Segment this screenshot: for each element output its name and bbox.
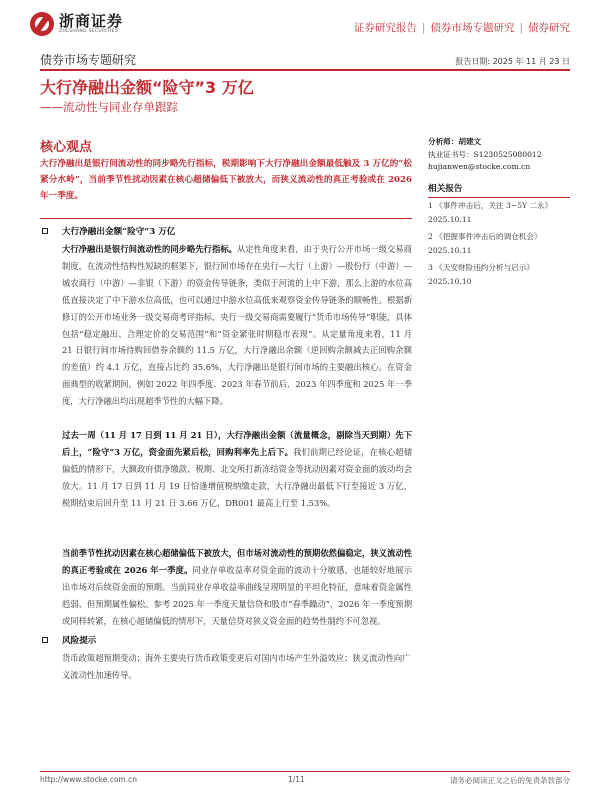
section-title	[62, 225, 175, 237]
footer-divider	[40, 771, 570, 772]
related-report-item[interactable]: 2 《把握事件冲击后的调仓机会》 2025.10.11	[428, 232, 542, 255]
paragraph-body: 同业存单收益率对资金面的波动十分敏感，也能较好地展示出市场对后续资金面的预期。当前同业存单收益率曲线呈现明显的平坦化特征，意味着资金属性趋弱、但预期属性偏松。参考 2025 年一季度天量信贷和股市“春季躁动”，2026 年一季度预期或同样转紧，在核心超储偏低的情形下，天量信贷对狭义资金面的趋势性制约不可忽视。	[62, 564, 412, 626]
paragraph-body: 从定性角度来看，由于央行公开市场一级交易商制度，在流动性结构性短缺的框架下，银行间市场存在央行—大行（上游）—股份行（中游）—城农商行（中游）—非银（下游）的资金传导链条，类似于河流的上中下游，那么上游的水位高低直接决定了中下游水位高低，也可以通过中游水位高低来观察资金传导链条的顺畅性。根据新修订的公开市场业务一级交易商考评指标，央行一级交易商需要履行“货币市场传导”职能，具体包括“稳定融出、合理定价的交易范围”和“资金紧张时期稳市表现”。从定量角度来看，11 月 21 日银行间市场待购回借券余额约 11.5 万亿，大行净融出余额（逆回购余额减去正回购余额的差值）约 4.1 万亿，直接占比约 35.6%，大行净融出是银行间市场的主要融出核心。在资金面典型的收紧期间，例如 2022 年四季度、2023 年春节前后、2023 年四季度和 2025 年一季度，大行净融出均出现超季节性的大幅下降。	[62, 244, 412, 407]
top-header	[30, 12, 570, 42]
square-bullet-icon	[42, 637, 48, 643]
paragraph-lead: 大行净融出是银行间流动性的同步略先行指标。	[62, 244, 238, 254]
related-reports-list	[428, 199, 570, 292]
nav-research-report: 证券研究报告	[353, 22, 417, 34]
analyst-cert: 执业证书号：S1230525080012	[428, 149, 542, 159]
analyst-email[interactable]: hujianwen@stocke.com.cn	[428, 162, 531, 171]
disclaimer-note: 请务必阅读正文之后的免责条款部分	[450, 776, 570, 785]
report-type: 债券市场专题研究	[40, 53, 137, 67]
page-subtitle: ——流动性与同业存单跟踪	[40, 100, 178, 114]
risk-title-text: 风险提示	[62, 636, 97, 646]
related-reports-heading: 相关报告	[428, 182, 570, 198]
paragraph	[62, 241, 412, 410]
paragraph-lead: 过去一周（11 月 17 日到 11 月 21 日），大行净融出金额（流量概念，剔除当天到期）先下后上，“险守”3 万亿，资金面先紧后松，回购利率先上后下。	[62, 430, 412, 457]
square-bullet-icon	[42, 228, 48, 234]
analyst-info	[428, 136, 578, 174]
paragraph-body: 我们前期已经论证，在核心超储偏低的情形下，大额政府债净缴款、税期、北交所打新冻结资金等扰动因素对资金面的波动均会放大。11 月 17 日到 11 月 19 日恰逢增值税纳缴走款，大行净融出最低下行至接近 3 万亿，税期结束后回升至 11 月 21 日 3.66 万亿，DR001 最高上行至 1.53%。	[62, 446, 412, 508]
summary-divider	[40, 218, 412, 219]
risk-text: 货币政策超预期变动；海外主要央行货币政策变更后对国内市场产生外溢效应；狭义流动性向广义流动性加速传导。	[62, 653, 411, 680]
core-view-heading: 核心观点	[40, 140, 93, 155]
header-divider	[40, 69, 570, 71]
nav-bond-topic: 债券市场专题研究	[430, 22, 515, 34]
paragraph	[62, 545, 412, 630]
paragraph	[62, 427, 412, 512]
risk-title	[62, 634, 96, 646]
footer-url[interactable]: http://www.stocke.com.cn	[40, 775, 137, 784]
paragraph-lead: 当前季节性扰动因素在核心超储偏低下被放大，但市场对流动性的预期依然偏稳定，狭义流动性的真正考验或在 2026 年一季度。	[62, 548, 412, 575]
company-logo	[30, 12, 123, 36]
related-report-item[interactable]: 3 《天安财险违约分析与启示》 2025.10.10	[428, 263, 534, 286]
page-title: 大行净融出金额“险守”3 万亿	[40, 78, 254, 97]
logo-icon	[30, 12, 54, 36]
analyst-name: 胡建文	[458, 137, 482, 146]
nav-bond-research: 债券研究	[528, 22, 570, 34]
logo-name-cn: 浙商证券	[59, 12, 124, 30]
analyst-label: 分析师：	[428, 137, 459, 146]
report-date: 报告日期: 2025 年 11 月 23 日	[455, 57, 570, 66]
report-category-nav: 证券研究报告 | 债券市场专题研究 | 债券研究	[353, 22, 570, 34]
page-number: 1/11	[288, 775, 305, 784]
section-title-text: 大行净融出金额“险守”3 万亿	[62, 227, 176, 237]
core-view-summary: 大行净融出是银行间流动性的同步略先行指标，税期影响下大行净融出金额最低触及 3 万亿的“松紧分水岭”，当前季节性扰动因素在核心超储偏低下被放大，而狭义流动性的真正考验或在 2026 年一季度。	[40, 159, 412, 201]
related-report-item[interactable]: 1 《事件冲击后，关注 3~5Y 二永》 2025.10.11	[428, 201, 553, 224]
logo-name-en: ZHESHANG SECURITIES	[59, 29, 118, 34]
